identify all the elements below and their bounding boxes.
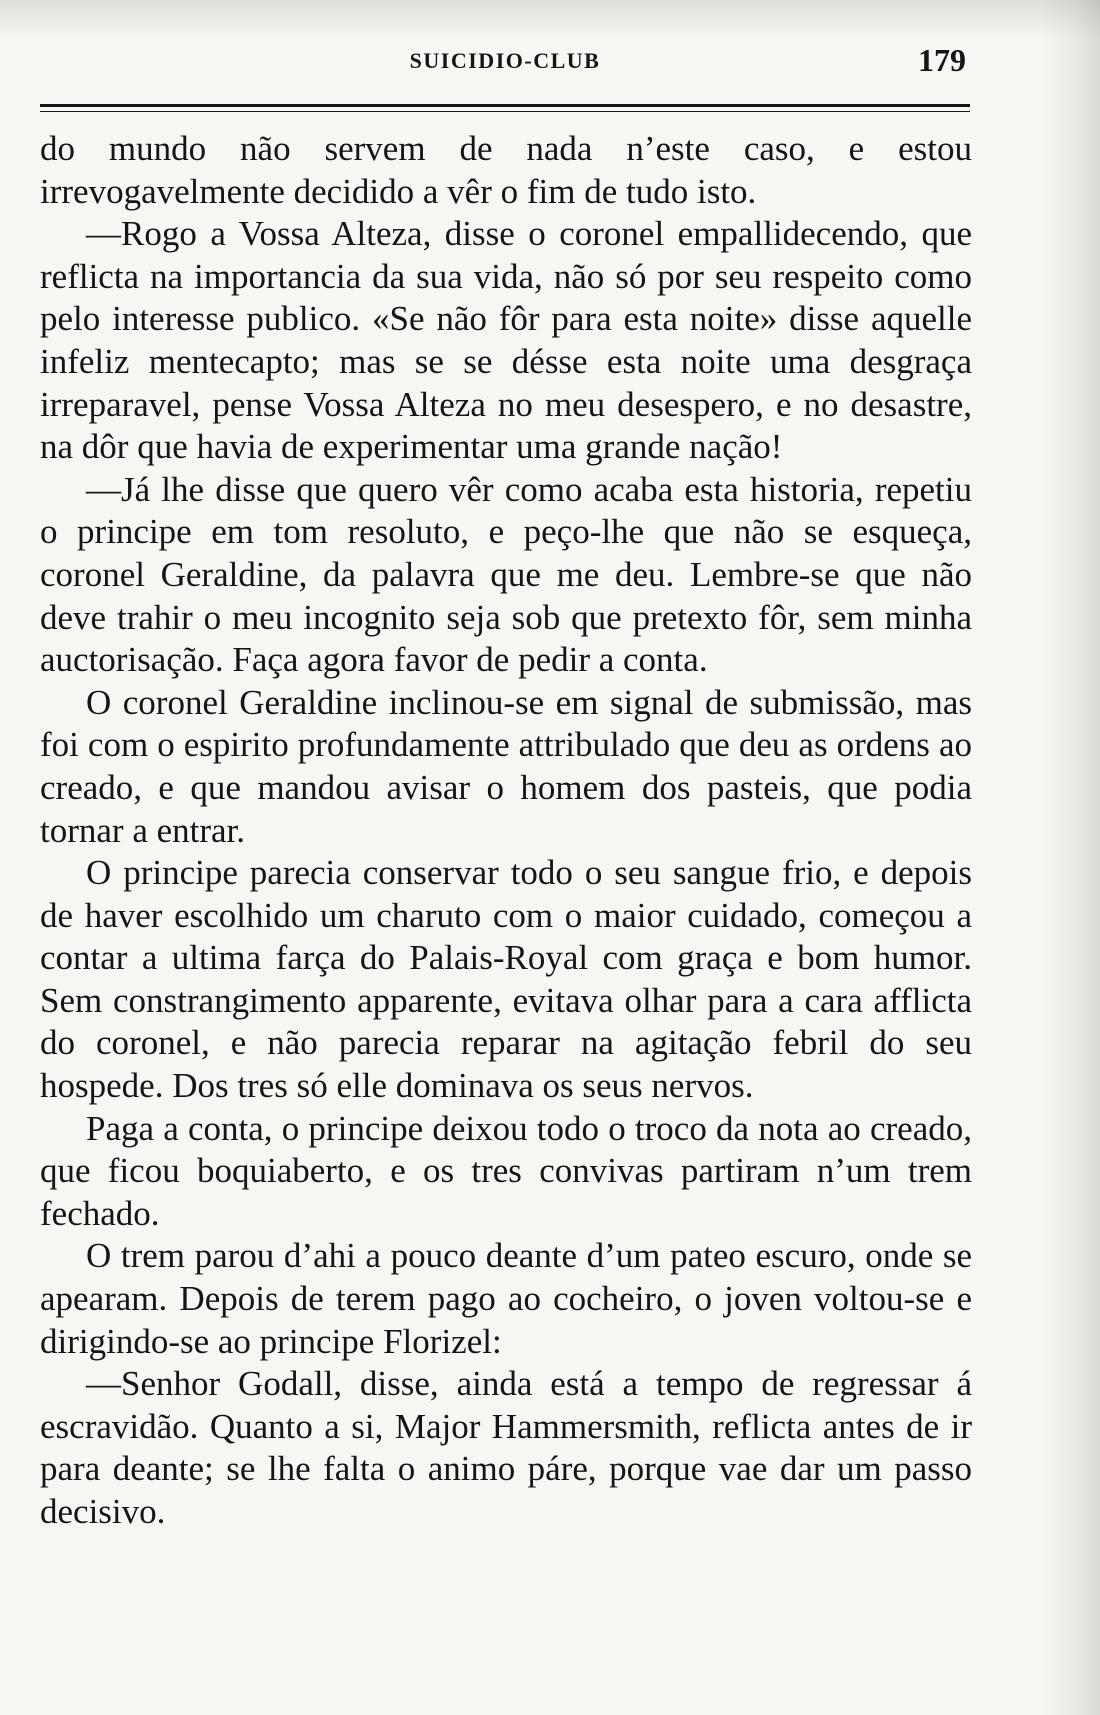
header-rule-thin [40,111,970,112]
paragraph: O principe parecia conservar todo o seu sangue frio, e depois de haver escolhido um charuto com o maior cuidado, começou a contar a ultima farça do Palais-Royal com graça e bom humor. Sem constrangimento apparente, evitava olhar para a cara afflicta do coronel, e não parecia reparar na agitação febril do seu hospede. Dos tres só elle dominava os seus nervos. [40,853,972,1106]
page-edge-shading [1040,0,1100,1715]
paragraph: O coronel Geraldine inclinou-se em signal de submissão, mas foi com o espirito profundamente attribulado que deu as ordens ao creado, e que mandou avisar o homem dos pasteis, que podia tornar a entrar. [40,682,972,850]
running-title: SUICIDIO-CLUB [409,48,601,73]
page-top-shading [0,0,1100,40]
paragraph: —Rogo a Vossa Alteza, disse o coronel empallidecendo, que reflicta na importancia da sua vida, não só por seu respeito como pelo interesse publico. «Se não fôr para esta noite» disse aquelle infeliz mentecapto; mas se se désse esta noite uma desgraça irreparavel, pense Vossa Alteza no meu desespero, e no desastre, na dôr que havia de experimentar uma grande nação! [40,214,972,467]
header-rule-thick [40,104,970,107]
paragraph: O trem parou d’ahi a pouco deante d’um pateo escuro, onde se apearam. Depois de terem pago ao cocheiro, o joven voltou-se e dirigindo-se ao principe Florizel: [40,1236,972,1361]
page-header [40,42,970,82]
paragraph: —Senhor Godall, disse, ainda está a tempo de regressar á escravidão. Quanto a si, Major Hammersmith, reflicta antes de ir para deante; se lhe falta o animo páre, porque vae dar um passo decisivo. [40,1364,972,1531]
page-number: 179 [918,42,966,78]
paragraph-continued: do mundo não servem de nada n’este caso, e estou irrevogavelmente decidido a vêr o fim de tudo isto. [40,129,972,211]
paragraph: —Já lhe disse que quero vêr como acaba esta historia, repetiu o principe em tom resoluto, e peço-lhe que não se esqueça, coronel Geraldine, da palavra que me deu. Lembre-se que não deve trahir o meu incognito seja sob que pretexto fôr, sem minha auctorisação. Faça agora favor de pedir a conta. [40,469,972,680]
paragraph: Paga a conta, o principe deixou todo o troco da nota ao creado, que ficou boquiaberto, e os tres convivas partiram n’um trem fechado. [40,1108,972,1233]
body-text [40,128,972,1534]
